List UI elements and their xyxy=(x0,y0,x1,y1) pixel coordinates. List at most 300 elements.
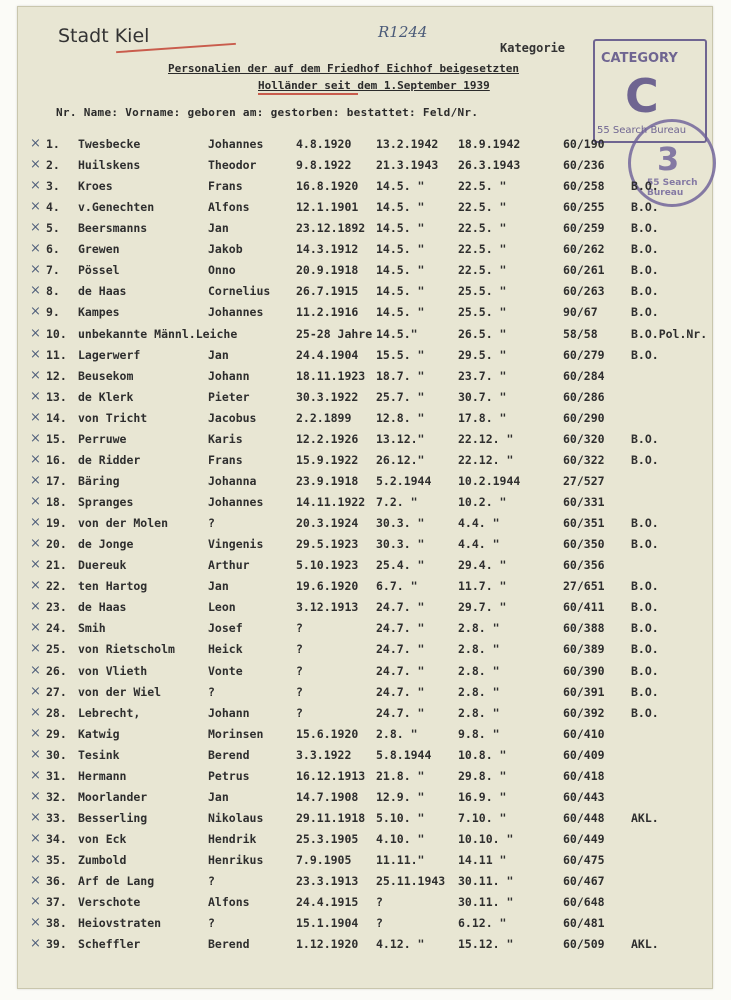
cell-geboren: 16.12.1913 xyxy=(296,768,366,783)
cell-vorname: Pieter xyxy=(208,389,250,404)
check-mark-icon: × xyxy=(30,178,41,194)
cell-geboren: 1.12.1920 xyxy=(296,937,359,952)
cell-feld: 60/388 xyxy=(563,621,605,636)
cell-note: B.O. xyxy=(631,263,659,278)
cell-vorname: Jan xyxy=(208,579,229,594)
cell-gestorben: 14.5. " xyxy=(376,221,425,236)
cell-geboren: ? xyxy=(296,642,303,657)
cell-name: Huilskens xyxy=(78,158,141,173)
table-row xyxy=(18,390,712,411)
cell-nr: 37. xyxy=(46,895,67,910)
round-stamp-bureau: 55 Search Bureau xyxy=(647,178,698,198)
cell-vorname: Frans xyxy=(208,452,243,467)
cell-feld: 60/284 xyxy=(563,368,605,383)
cell-name: von Tricht xyxy=(78,410,148,425)
cell-name: Perruwe xyxy=(78,431,127,446)
table-row xyxy=(18,411,712,432)
cell-name: Kampes xyxy=(78,305,120,320)
cell-nr: 36. xyxy=(46,874,67,889)
cell-feld: 60/475 xyxy=(563,853,605,868)
cell-name: de Haas xyxy=(78,284,127,299)
cell-gestorben: 2.8. " xyxy=(376,726,418,741)
table-row xyxy=(18,453,712,474)
cell-bestattet: 9.8. " xyxy=(458,726,500,741)
cell-feld: 60/410 xyxy=(563,726,605,741)
cell-feld: 60/648 xyxy=(563,895,605,910)
cell-nr: 29. xyxy=(46,726,67,741)
cell-vorname: Berend xyxy=(208,747,250,762)
table-row xyxy=(18,284,712,305)
cell-vorname: Johannes xyxy=(208,137,264,151)
cell-gestorben: 24.7. " xyxy=(376,600,425,615)
cell-gestorben: 5.8.1944 xyxy=(376,747,432,762)
check-mark-icon: × xyxy=(30,683,41,699)
cell-gestorben: 12.8. " xyxy=(376,410,425,425)
cell-bestattet: 2.8. " xyxy=(458,663,500,678)
cell-note: B.O. xyxy=(631,242,659,257)
cell-gestorben: 13.2.1942 xyxy=(376,137,439,151)
cell-name: Heiovstraten xyxy=(78,916,162,931)
table-row xyxy=(18,432,712,453)
cell-note: B.O. xyxy=(631,600,659,615)
stamp-category-letter: C xyxy=(625,69,659,123)
cell-name: von Rietscholm xyxy=(78,642,175,657)
cell-geboren: 3.12.1913 xyxy=(296,600,359,615)
cell-vorname: Josef xyxy=(208,621,243,636)
cell-geboren: 19.6.1920 xyxy=(296,579,359,594)
check-mark-icon: × xyxy=(30,704,41,720)
cell-note: B.O. xyxy=(631,621,659,636)
check-mark-icon: × xyxy=(30,304,41,320)
table-row xyxy=(18,495,712,516)
table-row xyxy=(18,474,712,495)
cell-gestorben: 15.5. " xyxy=(376,347,425,362)
cell-gestorben: 14.5. " xyxy=(376,200,425,215)
cell-name: unbekannte Männl.Leiche xyxy=(78,326,238,341)
cell-feld: 60/255 xyxy=(563,200,605,215)
table-row xyxy=(18,790,712,811)
cell-nr: 8. xyxy=(46,284,60,299)
cell-gestorben: 21.3.1943 xyxy=(376,158,439,173)
cell-bestattet: 2.8. " xyxy=(458,705,500,720)
cell-name: Besserling xyxy=(78,810,148,825)
cell-note: B.O. xyxy=(631,452,659,467)
check-mark-icon: × xyxy=(30,620,41,636)
cell-bestattet: 18.9.1942 xyxy=(458,137,521,151)
cell-geboren: 11.2.1916 xyxy=(296,305,359,320)
cell-gestorben: ? xyxy=(376,916,383,931)
cell-vorname: Hendrik xyxy=(208,831,257,846)
cell-bestattet: 22.5. " xyxy=(458,242,507,257)
cell-gestorben: 25.7. " xyxy=(376,389,425,404)
cell-name: Moorlander xyxy=(78,789,148,804)
cell-note: B.O. xyxy=(631,705,659,720)
cell-vorname: Berend xyxy=(208,937,250,952)
cell-nr: 11. xyxy=(46,347,67,362)
check-mark-icon: × xyxy=(30,241,41,257)
cell-nr: 22. xyxy=(46,579,67,594)
cell-bestattet: 10.2.1944 xyxy=(458,473,521,488)
cell-bestattet: 30.7. " xyxy=(458,389,507,404)
cell-note: B.O. xyxy=(631,663,659,678)
check-mark-icon: × xyxy=(30,157,41,173)
cell-bestattet: 11.7. " xyxy=(458,579,507,594)
cell-name: Bäring xyxy=(78,473,120,488)
check-mark-icon: × xyxy=(30,262,41,278)
cell-feld: 60/331 xyxy=(563,495,605,510)
cell-geboren: 23.9.1918 xyxy=(296,473,359,488)
cell-name: ten Hartog xyxy=(78,579,148,594)
cell-vorname: Leon xyxy=(208,600,236,615)
cell-note: B.O. xyxy=(631,284,659,299)
check-mark-icon: × xyxy=(30,409,41,425)
cell-feld: 90/67 xyxy=(563,305,598,320)
cell-geboren: 20.3.1924 xyxy=(296,516,359,531)
cell-bestattet: 2.8. " xyxy=(458,621,500,636)
cell-vorname: Vonte xyxy=(208,663,243,678)
table-row xyxy=(18,706,712,727)
cell-feld: 60/392 xyxy=(563,705,605,720)
table-row xyxy=(18,832,712,853)
table-row xyxy=(18,600,712,621)
cell-gestorben: 7.2. " xyxy=(376,495,418,510)
check-mark-icon: × xyxy=(30,873,41,889)
cell-geboren: ? xyxy=(296,663,303,678)
cell-vorname: Johann xyxy=(208,368,250,383)
cell-bestattet: 10.2. " xyxy=(458,495,507,510)
cell-name: Lebrecht, xyxy=(78,705,141,720)
cell-nr: 2. xyxy=(46,158,60,173)
cell-vorname: Cornelius xyxy=(208,284,271,299)
cell-bestattet: 22.5. " xyxy=(458,221,507,236)
cell-bestattet: 23.7. " xyxy=(458,368,507,383)
table-row xyxy=(18,137,712,158)
check-mark-icon: × xyxy=(30,788,41,804)
cell-name: de Haas xyxy=(78,600,127,615)
cell-nr: 15. xyxy=(46,431,67,446)
cell-feld: 60/481 xyxy=(563,916,605,931)
check-mark-icon: × xyxy=(30,367,41,383)
cell-nr: 26. xyxy=(46,663,67,678)
cell-feld: 60/467 xyxy=(563,874,605,889)
cell-bestattet: 4.4. " xyxy=(458,516,500,531)
check-mark-icon: × xyxy=(30,746,41,762)
check-mark-icon: × xyxy=(30,641,41,657)
cell-name: Kroes xyxy=(78,179,113,194)
cell-nr: 13. xyxy=(46,389,67,404)
cell-note: AKL. xyxy=(631,810,659,825)
cell-nr: 19. xyxy=(46,516,67,531)
cell-feld: 60/259 xyxy=(563,221,605,236)
cell-geboren: 30.3.1922 xyxy=(296,389,359,404)
cell-feld: 27/527 xyxy=(563,473,605,488)
cell-note: B.O. xyxy=(631,431,659,446)
cell-nr: 28. xyxy=(46,705,67,720)
table-row xyxy=(18,158,712,179)
cell-vorname: Petrus xyxy=(208,768,250,783)
cell-note: B.O. xyxy=(631,221,659,236)
cell-gestorben: 14.5." xyxy=(376,326,418,341)
cell-bestattet: 29.8. " xyxy=(458,768,507,783)
cell-name: Beusekom xyxy=(78,368,134,383)
cell-nr: 20. xyxy=(46,537,67,552)
cell-name: von Eck xyxy=(78,831,127,846)
cell-geboren: ? xyxy=(296,684,303,699)
check-mark-icon: × xyxy=(30,809,41,825)
cell-gestorben: ? xyxy=(376,895,383,910)
cell-nr: 10. xyxy=(46,326,67,341)
cell-gestorben: 30.3. " xyxy=(376,516,425,531)
check-mark-icon: × xyxy=(30,599,41,615)
check-mark-icon: × xyxy=(30,936,41,952)
cell-name: von der Molen xyxy=(78,516,169,531)
table-row xyxy=(18,537,712,558)
cell-nr: 18. xyxy=(46,495,67,510)
cell-note: AKL. xyxy=(631,937,659,952)
cell-nr: 38. xyxy=(46,916,67,931)
cell-nr: 3. xyxy=(46,179,60,194)
stamp-category-label: CATEGORY xyxy=(601,51,678,66)
table-row xyxy=(18,621,712,642)
cell-gestorben: 25.11.1943 xyxy=(376,874,446,889)
cell-feld: 60/236 xyxy=(563,158,605,173)
cell-gestorben: 6.7. " xyxy=(376,579,418,594)
cell-vorname: Frans xyxy=(208,179,243,194)
cell-bestattet: 16.9. " xyxy=(458,789,507,804)
cell-nr: 27. xyxy=(46,684,67,699)
cell-nr: 12. xyxy=(46,368,67,383)
cell-bestattet: 29.5. " xyxy=(458,347,507,362)
table-row xyxy=(18,895,712,916)
cell-name: Verschote xyxy=(78,895,141,910)
cell-name: von der Wiel xyxy=(78,684,162,699)
cell-nr: 7. xyxy=(46,263,60,278)
cell-feld: 60/418 xyxy=(563,768,605,783)
cell-feld: 60/286 xyxy=(563,389,605,404)
cell-feld: 27/651 xyxy=(563,579,605,594)
cell-nr: 34. xyxy=(46,831,67,846)
cell-note: B.O. xyxy=(631,537,659,552)
cell-bestattet: 22.5. " xyxy=(458,200,507,215)
table-row xyxy=(18,642,712,663)
cell-gestorben: 25.4. " xyxy=(376,558,425,573)
cell-geboren: 15.6.1920 xyxy=(296,726,359,741)
check-mark-icon: × xyxy=(30,830,41,846)
check-mark-icon: × xyxy=(30,430,41,446)
cell-geboren: 25.3.1905 xyxy=(296,831,359,846)
cell-vorname: Alfons xyxy=(208,895,250,910)
check-mark-icon: × xyxy=(30,725,41,741)
cell-geboren: 26.7.1915 xyxy=(296,284,359,299)
cell-nr: 32. xyxy=(46,789,67,804)
cell-bestattet: 25.5. " xyxy=(458,305,507,320)
cell-gestorben: 24.7. " xyxy=(376,663,425,678)
cell-vorname: Theodor xyxy=(208,158,257,173)
check-mark-icon: × xyxy=(30,662,41,678)
cell-nr: 5. xyxy=(46,221,60,236)
table-row xyxy=(18,853,712,874)
cell-bestattet: 2.8. " xyxy=(458,684,500,699)
table-row xyxy=(18,242,712,263)
cell-name: de Ridder xyxy=(78,452,141,467)
check-mark-icon: × xyxy=(30,515,41,531)
table-row xyxy=(18,305,712,326)
check-mark-icon: × xyxy=(30,767,41,783)
cell-note: B.O. xyxy=(631,579,659,594)
check-mark-icon: × xyxy=(30,136,41,151)
cell-geboren: 15.9.1922 xyxy=(296,452,359,467)
cell-vorname: Karis xyxy=(208,431,243,446)
check-mark-icon: × xyxy=(30,346,41,362)
cell-nr: 17. xyxy=(46,473,67,488)
cell-geboren: 3.3.1922 xyxy=(296,747,352,762)
cell-bestattet: 30.11. " xyxy=(458,874,514,889)
cell-vorname: Johannes xyxy=(208,305,264,320)
cell-vorname: ? xyxy=(208,516,215,531)
table-row xyxy=(18,937,712,958)
cell-geboren: 23.12.1892 xyxy=(296,221,366,236)
cell-gestorben: 18.7. " xyxy=(376,368,425,383)
cell-nr: 14. xyxy=(46,410,67,425)
cell-geboren: 14.7.1908 xyxy=(296,789,359,804)
cell-geboren: 29.11.1918 xyxy=(296,810,366,825)
cell-bestattet: 15.12. " xyxy=(458,937,514,952)
cell-vorname: Arthur xyxy=(208,558,250,573)
cell-vorname: Jakob xyxy=(208,242,243,257)
city-heading: Stadt Kiel xyxy=(58,25,150,47)
cell-nr: 16. xyxy=(46,452,67,467)
cell-geboren: 20.9.1918 xyxy=(296,263,359,278)
check-mark-icon: × xyxy=(30,915,41,931)
cell-bestattet: 22.12. " xyxy=(458,431,514,446)
cell-name: Twesbecke xyxy=(78,137,141,151)
cell-feld: 60/356 xyxy=(563,558,605,573)
cell-feld: 60/322 xyxy=(563,452,605,467)
table-row xyxy=(18,685,712,706)
cell-bestattet: 22.12. " xyxy=(458,452,514,467)
cell-name: v.Genechten xyxy=(78,200,155,215)
cell-feld: 60/290 xyxy=(563,410,605,425)
cell-feld: 60/190 xyxy=(563,137,605,151)
cell-geboren: 12.1.1901 xyxy=(296,200,359,215)
column-header: Nr. Name: Vorname: geboren am: gestorben: bestattet: Feld/Nr. xyxy=(56,106,479,119)
check-mark-icon: × xyxy=(30,578,41,594)
cell-vorname: Jan xyxy=(208,347,229,362)
cell-bestattet: 10.10. " xyxy=(458,831,514,846)
check-mark-icon: × xyxy=(30,325,41,341)
cell-vorname: Jan xyxy=(208,789,229,804)
cell-name: Katwig xyxy=(78,726,120,741)
cell-name: Zumbold xyxy=(78,853,127,868)
table-row xyxy=(18,916,712,937)
red-pencil-underline xyxy=(258,93,358,95)
cell-gestorben: 26.12." xyxy=(376,452,425,467)
cell-note: B.O. xyxy=(631,200,659,215)
cell-geboren: 2.2.1899 xyxy=(296,410,352,425)
cell-vorname: Henrikus xyxy=(208,853,264,868)
cell-note: B.O. xyxy=(631,347,659,362)
cell-note: B.O. xyxy=(631,684,659,699)
round-stamp-number: 3 xyxy=(657,140,680,178)
heading-line-2: Holländer seit dem 1.September 1939 xyxy=(258,79,490,92)
cell-gestorben: 13.12." xyxy=(376,431,425,446)
cell-nr: 9. xyxy=(46,305,60,320)
cell-geboren: 29.5.1923 xyxy=(296,537,359,552)
cell-vorname: Heick xyxy=(208,642,243,657)
cell-gestorben: 24.7. " xyxy=(376,705,425,720)
cell-gestorben: 5.2.1944 xyxy=(376,473,432,488)
cell-gestorben: 12.9. " xyxy=(376,789,425,804)
cell-name: Duereuk xyxy=(78,558,127,573)
check-mark-icon: × xyxy=(30,388,41,404)
cell-gestorben: 24.7. " xyxy=(376,684,425,699)
table-row xyxy=(18,874,712,895)
cell-feld: 60/263 xyxy=(563,284,605,299)
cell-feld: 60/261 xyxy=(563,263,605,278)
cell-gestorben: 4.12. " xyxy=(376,937,425,952)
cell-nr: 6. xyxy=(46,242,60,257)
cell-name: von Vlieth xyxy=(78,663,148,678)
table-row xyxy=(18,516,712,537)
table-row xyxy=(18,263,712,284)
check-mark-icon: × xyxy=(30,494,41,510)
cell-nr: 23. xyxy=(46,600,67,615)
cell-gestorben: 14.5. " xyxy=(376,263,425,278)
table-row xyxy=(18,558,712,579)
check-mark-icon: × xyxy=(30,536,41,552)
cell-note: B.O.Pol.Nr. xyxy=(631,326,708,341)
cell-gestorben: 5.10. " xyxy=(376,810,425,825)
cell-name: Arf de Lang xyxy=(78,874,155,889)
cell-gestorben: 24.7. " xyxy=(376,642,425,657)
cell-name: Pössel xyxy=(78,263,120,278)
cell-feld: 60/389 xyxy=(563,642,605,657)
cell-gestorben: 14.5. " xyxy=(376,179,425,194)
cell-bestattet: 29.7. " xyxy=(458,600,507,615)
check-mark-icon: × xyxy=(30,451,41,467)
check-mark-icon: × xyxy=(30,894,41,910)
table-row xyxy=(18,811,712,832)
cell-geboren: 24.4.1915 xyxy=(296,895,359,910)
cell-geboren: 9.8.1922 xyxy=(296,158,352,173)
cell-feld: 60/262 xyxy=(563,242,605,257)
cell-gestorben: 21.8. " xyxy=(376,768,425,783)
cell-note: B.O. xyxy=(631,642,659,657)
cell-geboren: ? xyxy=(296,621,303,636)
table-row xyxy=(18,200,712,221)
stamp-category-bureau: 55 Search Bureau xyxy=(597,125,687,136)
cell-name: Tesink xyxy=(78,747,120,762)
cell-feld: 60/391 xyxy=(563,684,605,699)
check-mark-icon: × xyxy=(30,557,41,573)
check-mark-icon: × xyxy=(30,220,41,236)
cell-vorname: ? xyxy=(208,916,215,931)
cell-feld: 60/409 xyxy=(563,747,605,762)
cell-name: Grewen xyxy=(78,242,120,257)
cell-gestorben: 30.3. " xyxy=(376,537,425,552)
cell-name: Hermann xyxy=(78,768,127,783)
cell-name: de Klerk xyxy=(78,389,134,404)
handwritten-reference: R1244 xyxy=(378,23,428,41)
cell-feld: 58/58 xyxy=(563,326,598,341)
cell-feld: 60/320 xyxy=(563,431,605,446)
check-mark-icon: × xyxy=(30,283,41,299)
cell-bestattet: 7.10. " xyxy=(458,810,507,825)
cell-geboren: 4.8.1920 xyxy=(296,137,352,151)
cell-bestattet: 2.8. " xyxy=(458,642,500,657)
cell-nr: 4. xyxy=(46,200,60,215)
cell-bestattet: 29.4. " xyxy=(458,558,507,573)
